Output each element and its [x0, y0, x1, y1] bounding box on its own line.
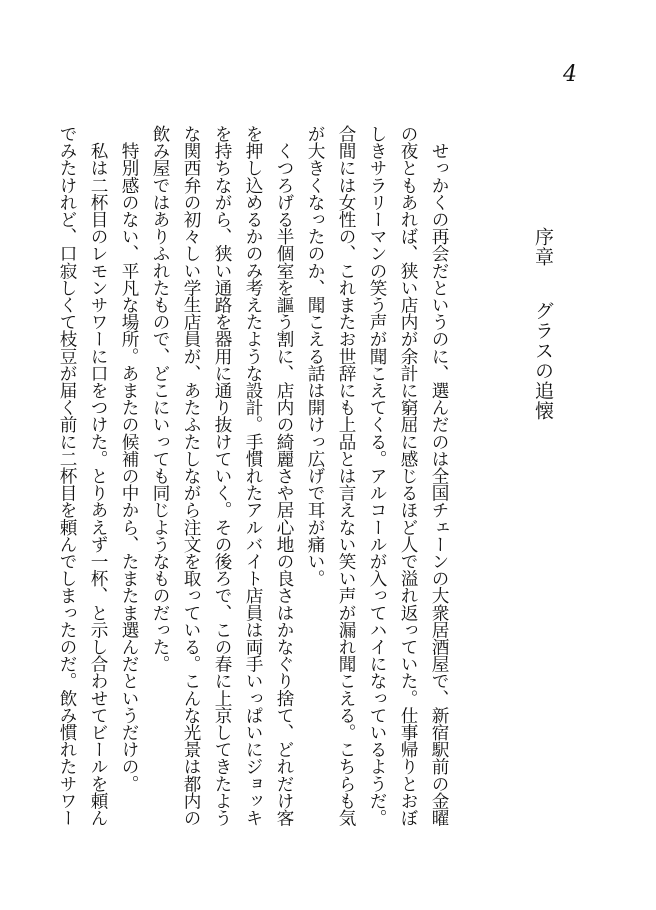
body-line: 飲み屋ではありふれたもので、どこにいっても同じようなものだった。: [150, 125, 170, 673]
body-line: 特別感のない、平凡な場所。あまたの候補の中から、たまたま選んだというだけの。: [119, 125, 139, 792]
body-line: が大きくなったのか、聞こえる話は開けっ広げで耳が痛い。: [305, 125, 325, 587]
body-line: 私は二杯目のレモンサワーに口をつけた。とりあえず一杯、と示し合わせてビールを頼ん: [88, 125, 108, 827]
body-line: な関西弁の初々しい学生店員が、あたふたしながら注文を取っている。こんな光景は都内の: [181, 125, 201, 827]
body-line: を持ちながら、狭い通路を器用に通り抜けていく。その後ろで、この春に上京してきたよう: [212, 125, 232, 827]
page-number: 4: [563, 62, 577, 87]
body-line: くつろげる半個室を謳う割に、店内の綺麗さや居心地の良さはかなぐり捨て、どれだけ客: [274, 125, 294, 827]
chapter-heading: [532, 227, 554, 421]
chapter-label: 序章: [532, 227, 554, 267]
body-line: を押し込めるかのみ考えたような設計。手慣れたアルバイト店員は両手いっぱいにジョッキ: [243, 125, 263, 827]
body-line: しきサラリーマンの笑う声が聞こえてくる。アルコールが入ってハイになっているようだ。: [367, 125, 387, 827]
body-line: でみたけれど、口寂しくて枝豆が届く前に二杯目を頼んでしまったのだ。飲み慣れたサワー: [57, 125, 77, 827]
body-line: 合間には女性の、これまたお世辞にも上品とは言えない笑い声が漏れ聞こえる。こちらも気: [336, 125, 356, 827]
body-line: の夜ともあれば、狭い店内が余計に窮屈に感じるほど人で溢れ返っていた。仕事帰りとおぼ: [398, 125, 418, 827]
body-line: せっかくの再会だというのに、選んだのは全国チェーンの大衆居酒屋で、新宿駅前の金曜: [429, 125, 449, 827]
chapter-title: グラスの追懐: [532, 301, 554, 421]
